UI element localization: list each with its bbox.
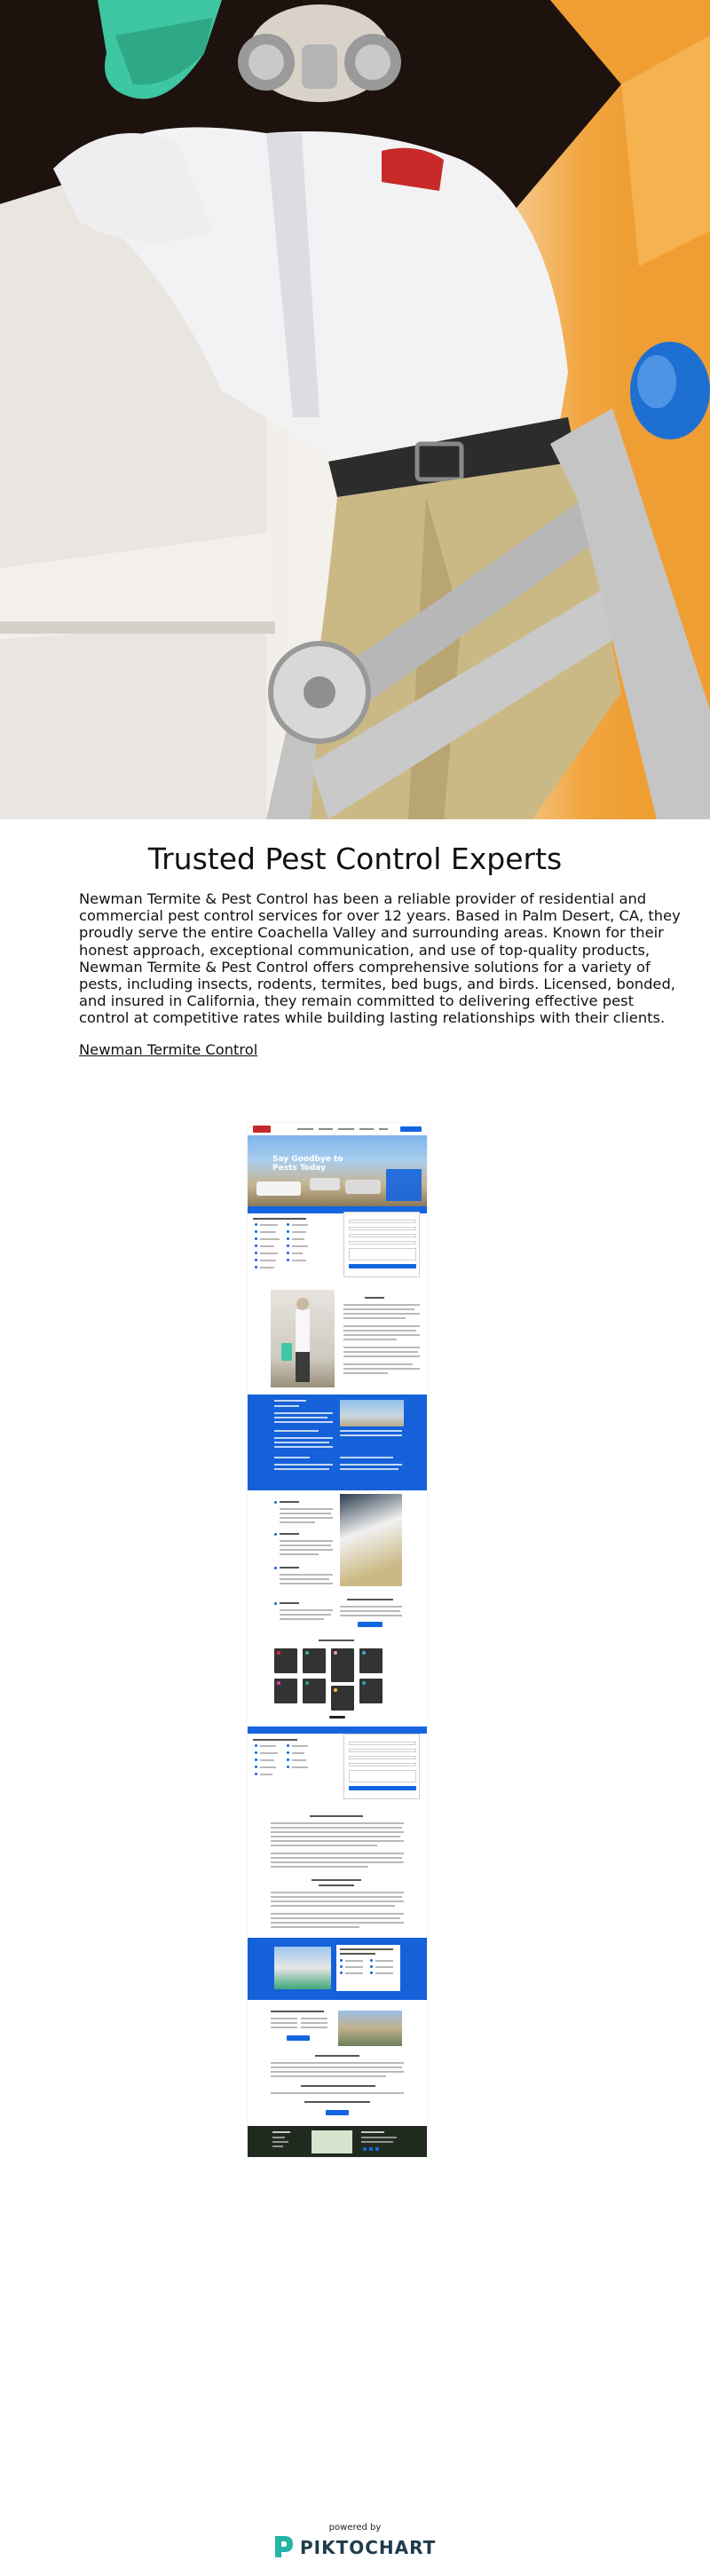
company-logo	[253, 1126, 271, 1133]
thumb-cta-button	[400, 1126, 422, 1132]
thumb-contact-form	[343, 1734, 420, 1799]
company-description: Newman Termite & Pest Control has been a reliable provider of residential and commercial pest control services for over 12 years. Based in Palm Desert, CA, they proudly serve the entire Coachella Valley and surrounding areas. Known for their honest approach, exceptional communication, and use of top-quality products, Newman Termite & Pest Control offers comprehensive solutions for a variety of pests, including insects, rodents, termites, bed bugs, and birds. Licensed, bonded, and insured in California, they remain committed to delivering effective pest control at competitive rates while building lasting relationships with their clients.	[79, 890, 681, 1027]
thumb-blue-section	[248, 1395, 427, 1490]
thumb-review-card	[303, 1679, 326, 1703]
thumb-review-card	[331, 1648, 354, 1682]
piktochart-logo[interactable]	[272, 2534, 440, 2559]
thumb-blue-section	[248, 1938, 427, 2000]
thumb-inspection-photo	[340, 1494, 402, 1586]
thumb-footer	[248, 2126, 427, 2157]
thumb-hero-title: Say Goodbye to Pests Today	[272, 1155, 343, 1173]
company-website-link[interactable]: Newman Termite Control	[79, 1041, 258, 1058]
piktochart-wordmark: PIKTOCHART	[300, 2537, 437, 2558]
website-screenshot-thumbnail	[248, 1123, 427, 2157]
powered-by-label: powered by	[328, 2523, 382, 2533]
thumb-review-card	[274, 1679, 297, 1703]
page-title: Trusted Pest Control Experts	[147, 842, 563, 876]
thumb-contact-form	[343, 1212, 420, 1277]
thumb-navbar	[248, 1123, 427, 1135]
thumb-technician-photo	[271, 1290, 335, 1387]
thumb-review-card	[274, 1648, 297, 1673]
thumb-review-card	[303, 1648, 326, 1673]
thumb-blue-bar	[248, 1727, 427, 1734]
piktochart-icon	[272, 2534, 295, 2559]
hero-photo	[0, 0, 710, 819]
thumb-review-card	[331, 1686, 354, 1711]
thumb-aerial-photo	[338, 2011, 402, 2046]
thumb-review-card	[359, 1679, 383, 1703]
pest-technician-illustration	[0, 0, 710, 819]
thumb-review-card	[359, 1648, 383, 1673]
